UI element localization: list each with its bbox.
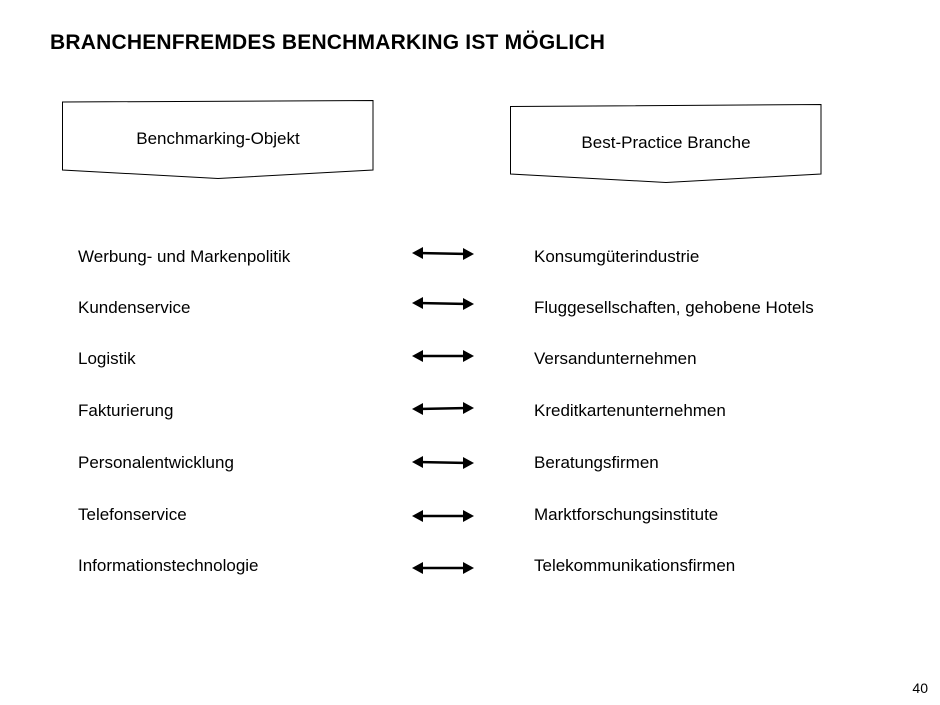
double-arrow-icon <box>412 398 476 418</box>
header-right-label: Best-Practice Branche <box>581 133 751 152</box>
mapping-row <box>0 553 940 583</box>
best-practice-branch-label: Telekommunikationsfirmen <box>534 556 736 575</box>
page-number: 40 <box>912 680 928 696</box>
best-practice-branch-label: Kreditkartenunternehmen <box>534 401 726 420</box>
header-benchmarking-object <box>62 100 374 180</box>
benchmark-object-label: Fakturierung <box>78 401 174 420</box>
benchmark-object-label: Telefonservice <box>78 505 187 524</box>
header-left-label: Benchmarking-Objekt <box>136 129 300 148</box>
double-arrow-icon <box>412 295 476 315</box>
best-practice-branch-label: Versandunternehmen <box>534 349 697 368</box>
mapping-row <box>0 346 940 376</box>
mapping-row <box>0 295 940 325</box>
double-arrow-icon <box>412 244 476 264</box>
benchmark-object-label: Personalentwicklung <box>78 453 234 472</box>
mapping-row <box>0 398 940 428</box>
page-title: BRANCHENFREMDES BENCHMARKING IST MÖGLICH <box>50 31 606 54</box>
best-practice-branch-label: Fluggesellschaften, gehobene Hotels <box>534 298 814 317</box>
double-arrow-icon <box>412 502 476 526</box>
mapping-row <box>0 450 940 480</box>
double-arrow-icon <box>412 346 476 366</box>
benchmark-object-label: Informationstechnologie <box>78 556 259 575</box>
benchmark-object-label: Logistik <box>78 349 136 368</box>
benchmark-object-label: Werbung- und Markenpolitik <box>78 247 291 266</box>
header-best-practice-branch <box>510 104 822 184</box>
best-practice-branch-label: Konsumgüterindustrie <box>534 247 700 266</box>
mapping-row <box>0 244 940 274</box>
double-arrow-icon <box>412 553 476 577</box>
best-practice-branch-label: Marktforschungsinstitute <box>534 505 719 524</box>
mapping-row <box>0 502 940 532</box>
benchmark-object-label: Kundenservice <box>78 298 191 317</box>
double-arrow-icon <box>412 450 476 472</box>
best-practice-branch-label: Beratungsfirmen <box>534 453 659 472</box>
